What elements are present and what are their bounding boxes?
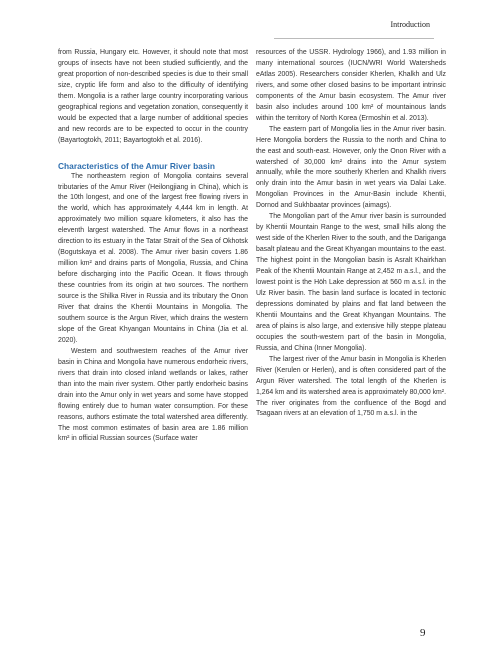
right-paragraph-1: resources of the USSR. Hydrology 1966), and 1.93 million in many international sources (IUCN/WRI World Watersheds eAtlas 2005). Researchers consider Kherlen, Khalkh and Ulz rivers, and some other closed basins to be important intrinsic components of the Amur basin ecosystem. The Amur river basin also includes around 100 km² of mountainous lands within the territory of North Korea (Ermoshin et al. 2013). [256, 49, 446, 122]
page-header [0, 0, 480, 42]
right-paragraph-4: The largest river of the Amur basin in Mongolia is Kherlen River (Kerulen or Herlen), and is often considered part of the Argun River watershed. The total length of the Kherlen is 1,264 km and its watershed area is approximately 80,000 km². The river originates from the confluence of the Bogd and Tsagaan rivers at an elevation of 1,750 m a.s.l. in the [256, 355, 446, 418]
left-paragraph-1: from Russia, Hungary etc. However, it should note that most groups of insects have not been studied sufficiently, and the great proportion of non-described species is due to their small size, cryptic life form and also to the difficulty of identifying them. Mongolia is a rather large country incorporating various geographical regions and vegetation zonation, consequently it would be expected that a large number of additional species and new records are to be expected to occur in the country (Bayartogtokh, 2011; Bayartogtokh et al. 2016). [58, 49, 248, 144]
left-paragraph-3: Western and southwestern reaches of the Amur river basin in China and Mongolia have numerous endorheic rivers, rivers that drain into closed inland wetlands or lakes, rather than into the main river system. Other partly endorheic basins drain into the Amur only in wet years and some have stopped flowing entirely due to human water consumption. For these reasons, authors estimate the total watershed area differently. The most common estimates of basin area are 1.86 million km² in official Russian sources (Surface water [58, 347, 248, 443]
right-paragraph-2: The eastern part of Mongolia lies in the Amur river basin. Here Mongolia borders the Russia to the north and China to the east and south-east. However, only the Onon River with a watershed of 30,000 km² drains into the Amur system annually, while the more southerly Kherlen and Khalkh rivers only drain into the Amur basin in wet years via Dalai Lake. Mongolian Provinces in the Amur-Basin include Khentii, Dornod and Sukhbaatar provinces (aimags). [256, 125, 446, 210]
header-rule [274, 38, 434, 39]
left-column [58, 48, 248, 445]
page-number: 9 [420, 627, 426, 639]
running-title: Introduction [390, 20, 430, 29]
section-heading: Characteristics of the Amur River basin [58, 160, 216, 171]
right-column [256, 48, 446, 420]
right-paragraph-3: The Mongolian part of the Amur river basin is surrounded by Khentii Mountain Range to the west, small hills along the west side of the Kherlen River to the south, and the Dariganga basalt plateau and the Great Khyangan mountains to the east. The highest point in the Mongolian basin is Asralt Khairkhan Peak of the Khentii Mountain Range at 2,452 m a.s.l., and the lowest point is the Höh Lake depression at 560 m a.s.l. in the Ulz River basin. The basin land surface is located in tectonic depressions dominated by plains and flat land between the Khentii Mountains and the Great Khyangan Mountains. The area of plains is also large, and extensive hilly steppe plateau occupies the south-western part of the basin in Mongolia, Russia, and China (Inner Mongolia). [256, 213, 446, 352]
left-paragraph-2: The northeastern region of Mongolia contains several tributaries of the Amur River (Heilongjiang in China), which is the 10th longest, and one of the largest free flowing rivers in the world, which has approximately 4,444 km in length. At approximately two million square kilometers, it also has the eleventh largest watershed. The Amur flows in a northeast direction to its estuary in the Tatar Strait of the Sea of Okhotsk (Bogutskaya et al. 2008). The Amur river basin covers 1.86 million km² and drains parts of Mongolia, Russia, and China before discharging into the Pacific Ocean. It flows through these countries from its origin at two sources. The northern source is the Shilka River in Russia and its tributary the Onon River that drains the Khentii Mountains in Mongolia. The southern source is the Argun River, which drains the western slope of the Great Khyangan Mountains in China (Jia et al. 2020). [58, 172, 248, 344]
